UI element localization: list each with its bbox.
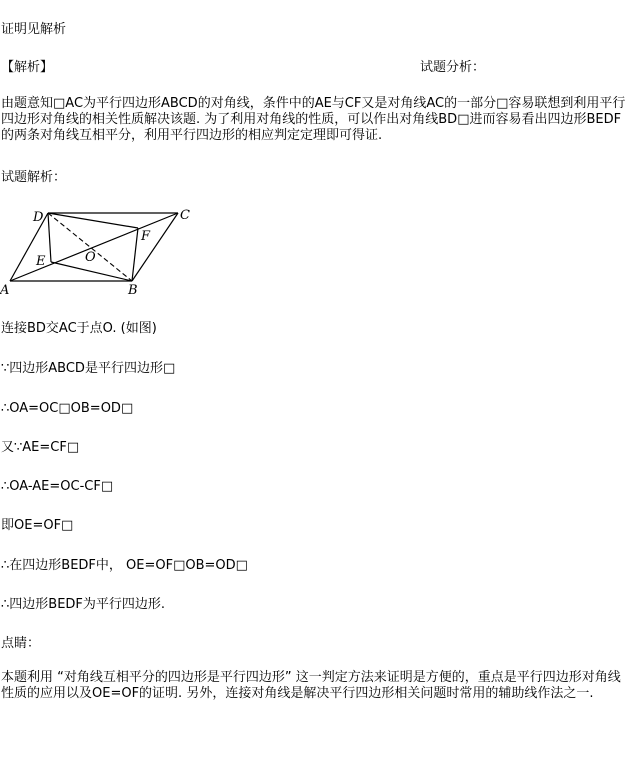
analysis-paragraph: 由题意知□AC为平行四边形ABCD的对角线，条件中的AE与CF又是对角线AC的一部分□容易联想到利用平行四边形对角线的相关性质解决该题. 为了利用对角线的性质，可以作出对角线BD□进而容易看出四边形BEDF的两条对角线互相平分，利用平行四边形的相应判定定理即可得证.	[1, 96, 626, 143]
answer-title: 证明见解析	[1, 22, 67, 37]
step-2: ∵四边形ABCD是平行四边形□	[1, 361, 176, 376]
analysis-label: 试题分析：	[420, 60, 486, 75]
step-7: ∴在四边形BEDF中， OE=OF□OB=OD□	[1, 558, 248, 573]
step-6: 即OE=OF□	[1, 518, 74, 533]
solution-label: 试题解析：	[1, 170, 67, 185]
label-F: F	[141, 229, 151, 244]
section-label: 【解析】	[1, 60, 54, 75]
step-8: ∴四边形BEDF为平行四边形.	[1, 597, 166, 612]
step-4: 又∵AE=CF□	[1, 440, 80, 455]
comment-paragraph: 本题利用 “对角线互相平分的四边形是平行四边形” 这一判定方法来证明是方便的，重点是平行四边形对角线性质的应用以及OE=OF的证明. 另外，连接对角线是解决平行四边形相关问题时常用的辅助线作法之一.	[1, 670, 621, 701]
label-O: O	[85, 250, 96, 265]
label-C: C	[180, 208, 190, 223]
step-1: 连接BD交AC于点O. (如图)	[1, 321, 157, 336]
step-5: ∴OA-AE=OC-CF□	[1, 479, 114, 494]
step-3: ∴OA=OC□OB=OD□	[1, 401, 134, 416]
label-B: B	[128, 283, 138, 295]
label-D: D	[33, 210, 44, 225]
label-E: E	[36, 254, 46, 269]
label-A: A	[0, 283, 10, 295]
parallelogram-figure	[0, 203, 200, 295]
comment-label: 点睛：	[1, 636, 41, 651]
